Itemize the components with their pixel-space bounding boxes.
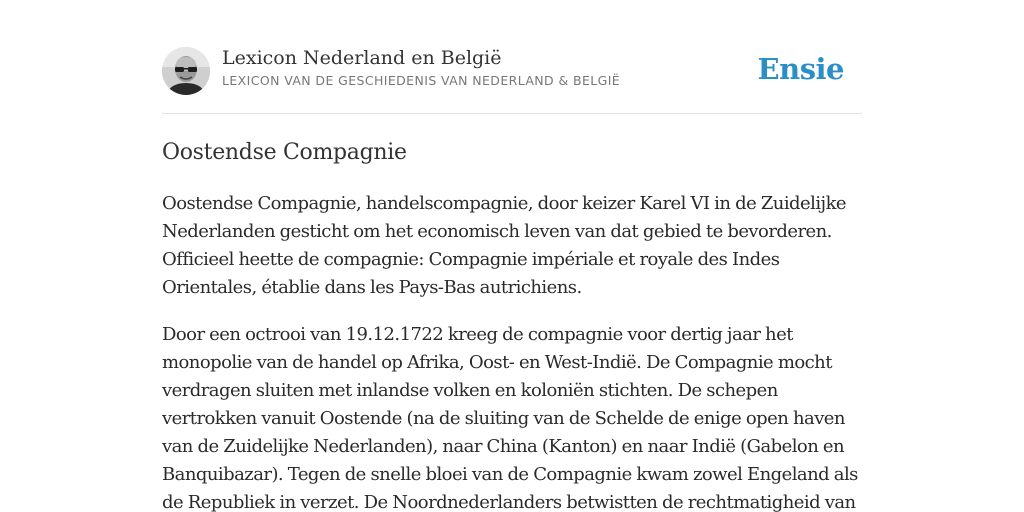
header-text (222, 46, 620, 90)
brand-logo[interactable]: Ensie (757, 52, 844, 86)
article-paragraph-2: Door een octrooi van 19.12.1722 kreeg de compagnie voor dertig jaar het monopolie van de handel op Afrika, Oost- en West-Indië. De Compagnie mocht verdragen sluiten met inlandse volken en koloniën stichten. De schepen vertrokken vanuit Oostende (na de sluiting van de Schelde de enige open haven van de Zuidelijke Nederlanden), naar China (Kanton) en naar Indië (Gabelon en Banquibazar). Tegen de snelle bloei van de Compagnie kwam zowel Engeland als de Republiek in verzet. De Noordnederlanders betwistten de rechtmatigheid van (162, 324, 858, 512)
article-title: Oostendse Compagnie (162, 140, 407, 165)
site-header (162, 0, 862, 114)
page-container (162, 0, 862, 512)
avatar[interactable] (162, 47, 210, 95)
user-avatar-icon (162, 47, 210, 95)
article-paragraph-1: Oostendse Compagnie, handelscompagnie, door keizer Karel VI in de Zuidelijke Nederlanden gesticht om het economisch leven van dat gebied te bevorderen. Officieel heette de compagnie: Compagnie impériale et royale des Indes Orientales, établie dans les Pays-Bas autrichiens. (162, 193, 847, 298)
article-body (162, 190, 862, 512)
site-subtitle: LEXICON VAN DE GESCHIEDENIS VAN NEDERLAND & BELGIË (222, 73, 621, 88)
site-title[interactable]: Lexicon Nederland en België (222, 47, 502, 69)
